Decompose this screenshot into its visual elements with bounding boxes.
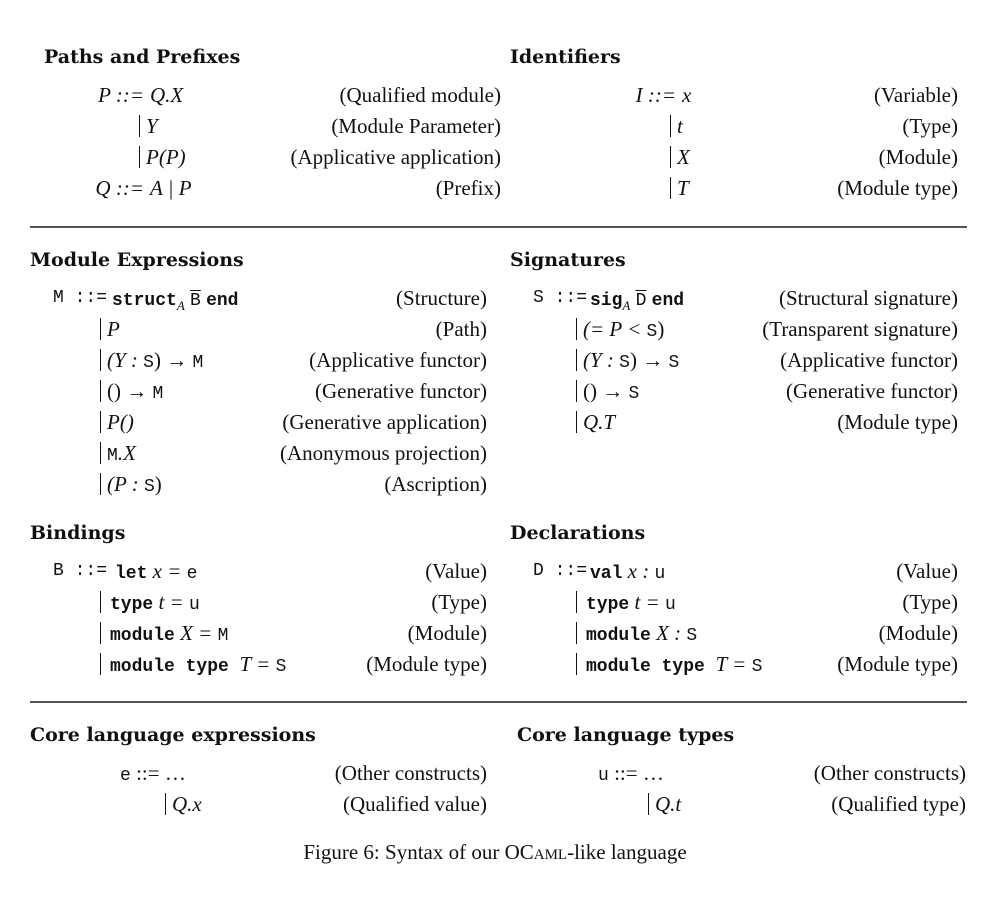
grammar-lhs: M ::= [52,288,107,308]
grammar-row [0,144,990,170]
grammar-note: (Type) [431,590,487,614]
grammar-rhs: module type T = S [576,651,762,680]
section-title-module-expressions: Module Expressions [30,249,244,271]
grammar-rhs: Q.X [150,83,184,107]
grammar-rhs: (Y : S) → S [576,347,679,376]
grammar-row [0,589,990,615]
grammar-rhs: Q.T [576,409,615,435]
alternative-bar [576,653,577,675]
grammar-row [0,285,990,314]
grammar-rhs: T [670,175,689,201]
section-title-core-types: Core language types [517,724,735,746]
grammar-note: (Applicative application) [290,145,501,169]
grammar-note: (Value) [896,559,958,583]
grammar-row [0,791,990,817]
alternative-bar [576,591,577,613]
section-divider [30,226,967,228]
grammar-rhs: (Y : S) → M [100,347,203,376]
grammar-rhs: P [100,316,120,342]
figure-caption: Figure 6: Syntax of our OCaml-like language [303,840,687,864]
grammar-row [0,175,990,201]
ocaml-name: OCaml [504,840,568,864]
alternative-bar [648,793,649,815]
grammar-note: (Applicative functor) [780,348,958,372]
grammar-note: (Value) [425,559,487,583]
grammar-rhs: type t = u [100,589,200,618]
grammar-row [0,409,990,435]
grammar-row [0,651,990,677]
grammar-note: (Structural signature) [778,286,958,310]
grammar-note: (Module type) [837,652,958,676]
alternative-bar [670,177,671,199]
section-title-paths: Paths and Prefixes [44,46,241,68]
section-title-core-expressions: Core language expressions [30,724,316,746]
grammar-note: (Other constructs) [334,761,487,785]
alternative-bar [576,411,577,433]
grammar-note: (Qualified type) [831,792,966,816]
grammar-rhs: (= P < S) [576,316,664,345]
grammar-rhs: P(P) [139,144,186,170]
grammar-note: (Module type) [837,176,958,200]
grammar-row [0,378,990,404]
grammar-note: (Module) [878,145,958,169]
alternative-bar [670,115,671,137]
grammar-note: (Structure) [396,286,487,310]
section-title-declarations: Declarations [510,522,646,544]
grammar-note: (Qualified value) [342,792,487,816]
grammar-lhs: e ::= … [120,761,186,786]
grammar-rhs: () → M [100,378,163,407]
grammar-note: (Type) [902,590,958,614]
grammar-note: (Anonymous projection) [279,441,487,465]
alternative-bar [576,318,577,340]
grammar-row [0,347,990,373]
grammar-note: (Variable) [874,83,958,107]
grammar-lhs: u ::= … [598,761,664,786]
grammar-rhs: type t = u [576,589,676,618]
grammar-note: (Module) [878,621,958,645]
grammar-row [0,113,990,139]
grammar-rhs: Q.t [648,791,681,817]
grammar-rhs: module X : S [576,620,697,649]
grammar-rhs: A | P [150,176,192,200]
grammar-row [0,316,990,342]
alternative-bar [576,380,577,402]
grammar-note: (Module Parameter) [331,114,501,138]
grammar-rhs: sig$_A$ $\overline{D}$ end [590,291,685,314]
grammar-row [0,760,990,786]
grammar-rhs: Y [139,113,158,139]
section-title-bindings: Bindings [30,522,126,544]
alternative-bar [576,349,577,371]
grammar-lhs: I ::= [635,83,676,107]
grammar-rhs: (P : S) [100,471,162,500]
grammar-lhs: B ::= [52,561,107,581]
grammar-rhs: struct$_A$ $\overline{B}$ end [112,291,239,314]
alternative-bar [100,473,101,495]
grammar-rhs: () → S [576,378,639,407]
grammar-rhs: val x : u [590,559,666,584]
grammar-note: (Ascription) [384,472,487,496]
grammar-row [0,558,990,584]
grammar-note: (Qualified module) [339,83,501,107]
grammar-rhs: P() [100,409,134,435]
grammar-lhs: Q ::= [95,176,144,200]
grammar-rhs: X [670,144,690,170]
grammar-rhs: Q.x [165,791,202,817]
grammar-note: (Other constructs) [813,761,966,785]
grammar-note: (Type) [902,114,958,138]
grammar-note: (Generative functor) [315,379,487,403]
section-title-identifiers: Identifiers [510,46,621,68]
grammar-note: (Generative functor) [786,379,958,403]
grammar-note: (Applicative functor) [309,348,487,372]
grammar-note: (Module type) [837,410,958,434]
grammar-note: (Module) [407,621,487,645]
grammar-lhs: D ::= [532,561,587,581]
alternative-bar [670,146,671,168]
grammar-lhs: P ::= [98,83,144,107]
grammar-rhs: module X = M [100,620,228,649]
grammar-note: (Transparent signature) [762,317,958,341]
grammar-note: (Generative application) [282,410,487,434]
section-divider [30,701,967,703]
grammar-rhs: M.X [100,440,136,469]
grammar-rhs: x [682,83,692,107]
grammar-note: (Module type) [366,652,487,676]
grammar-rhs: let x = e [115,559,198,584]
grammar-row [0,471,990,497]
grammar-row [0,82,990,108]
grammar-rhs: t [670,113,683,139]
alternative-bar [100,442,101,464]
grammar-note: (Prefix) [435,176,501,200]
grammar-row [0,620,990,646]
grammar-rhs: module type T = S [100,651,286,680]
grammar-note: (Path) [435,317,487,341]
alternative-bar [576,622,577,644]
section-title-signatures: Signatures [510,249,626,271]
grammar-row [0,440,990,466]
grammar-lhs: S ::= [532,288,587,308]
